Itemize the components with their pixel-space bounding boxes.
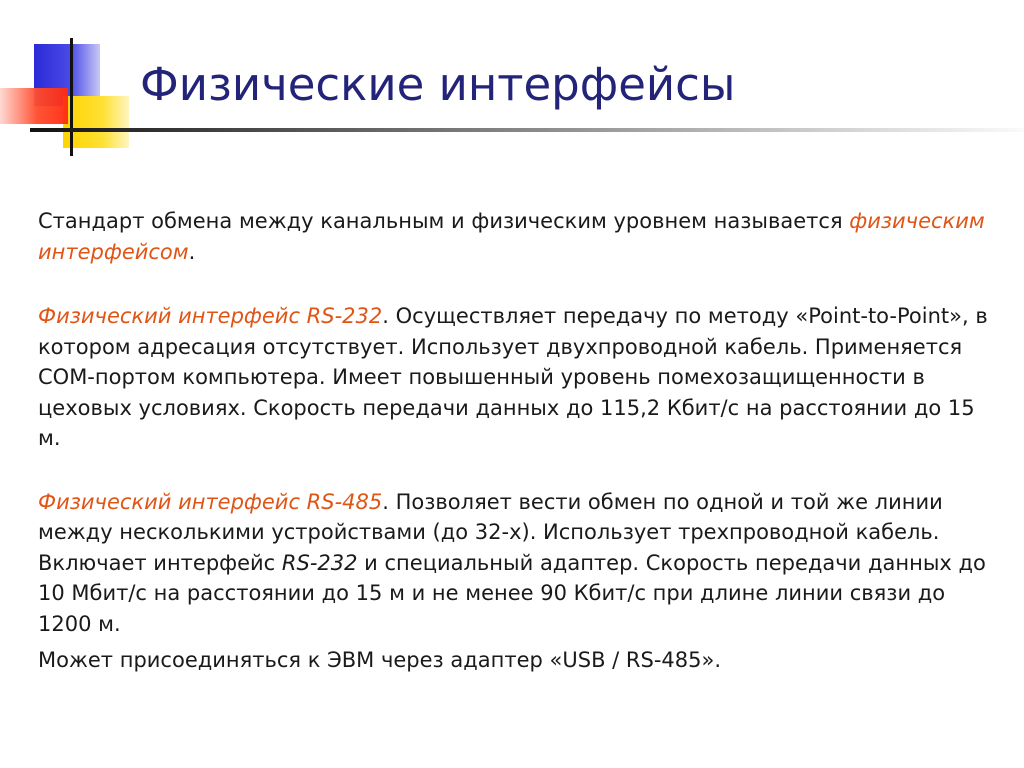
definition-term: физическим интерфейсом bbox=[38, 209, 985, 264]
rs232-reference: RS-232 bbox=[281, 550, 358, 575]
title-underline bbox=[30, 128, 1024, 132]
definition-text: Стандарт обмена между канальным и физическим уровнем называется bbox=[38, 209, 850, 233]
rs485-heading: Физический интерфейс RS-485 bbox=[38, 489, 383, 514]
slide-title: Физические интерфейсы bbox=[140, 58, 736, 111]
rs485-text: . Позволяет вести обмен по одной и той же линии между несколькими устройствами (до 32-х). Использует трехпроводной кабель. Включает интерфейс bbox=[38, 489, 943, 575]
slide-body bbox=[38, 206, 988, 676]
decor-red-bar bbox=[0, 88, 68, 124]
decor-vertical-line bbox=[70, 38, 73, 156]
paragraph-usb-adapter: Может присоединяться к ЭВМ через адаптер «USB / RS-485». bbox=[38, 648, 722, 672]
paragraph-spacer bbox=[38, 267, 988, 301]
paragraph-definition bbox=[38, 206, 988, 267]
definition-end: . bbox=[188, 239, 196, 264]
paragraph-spacer bbox=[38, 454, 988, 487]
paragraph-rs485 bbox=[38, 487, 988, 640]
paragraph-rs232 bbox=[38, 301, 988, 454]
rs232-text: . Осуществляет передачу по методу «Point-to-Point», в котором адресация отсутствует. Использует двухпроводной кабель. Применяется COM-портом компьютера. Имеет повышенный уровень помехозащищенности в цеховых условиях. Скорость передачи данных до 115,2 Кбит/с на расстоянии до 15 м. bbox=[38, 304, 988, 450]
rs485-text-end: и специальный адаптер. Скорость передачи данных до 10 Мбит/с на расстоянии до 15 м и не менее 90 Кбит/с при длине линии связи до 1200 м. bbox=[38, 550, 986, 636]
rs232-heading: Физический интерфейс RS-232 bbox=[38, 304, 383, 328]
